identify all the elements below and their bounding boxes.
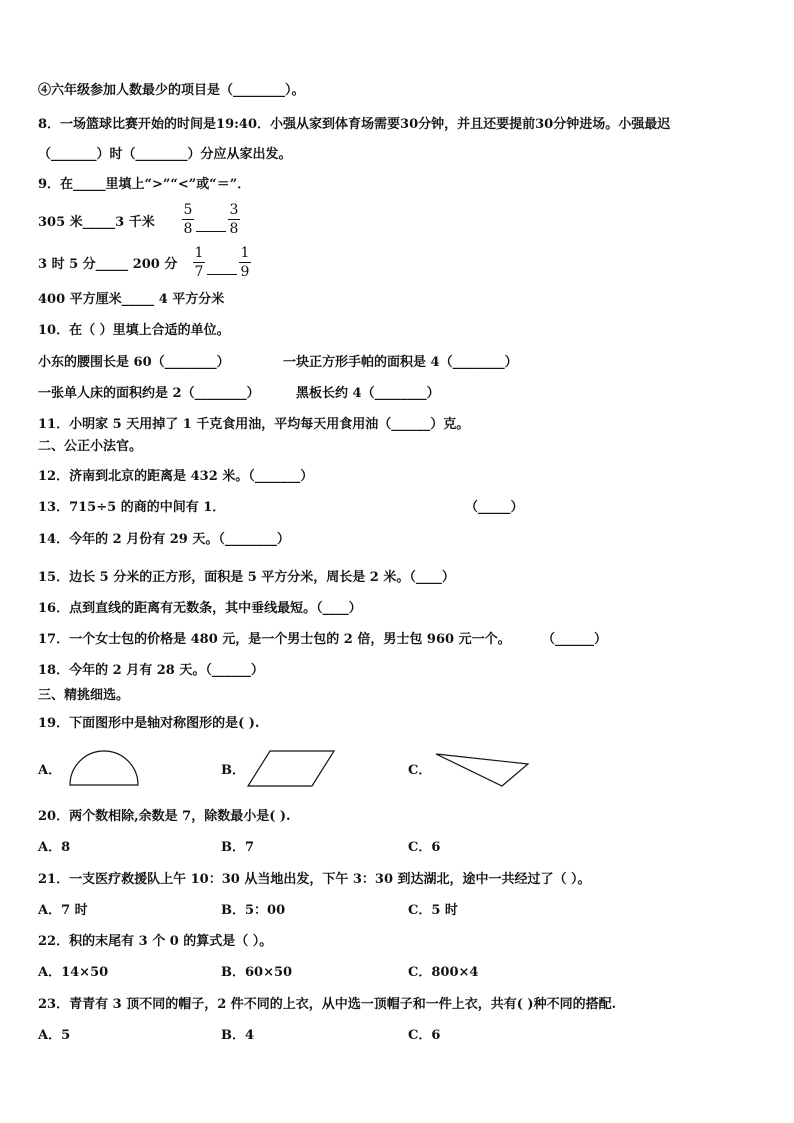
q23-text: 23．青青有 3 顶不同的帽子，2 件不同的上衣，从中选一顶帽子和一件上衣，共有( )种不同的搭配. [38, 997, 617, 1012]
section-3-title: 三、精挑细选。 [38, 688, 130, 703]
q22-text: 22．积的末尾有 3 个 0 的算式是（ ）。 [38, 934, 273, 949]
q11-text: 11．小明家 5 天用掉了 1 千克食用油，平均每天用食用油（______）克。 [38, 417, 470, 432]
semicircle-shape [68, 750, 142, 788]
q18-text: 18．今年的 2 月有 28 天。（______） [38, 663, 264, 678]
q10-c: 一张单人床的面积约是 2（________） [38, 386, 260, 401]
parallelogram-shape [246, 749, 338, 789]
triangle-shape [434, 750, 534, 790]
q9-text: 9．在_____里填上“>”“<”或“＝”． [38, 177, 251, 192]
q10-a: 小东的腰围长是 60（________） [38, 355, 230, 370]
fraction-compare-1 [182, 202, 262, 242]
q17-text: 17．一个女士包的价格是 480 元，是一个男士包的 2 倍，男士包 960 元一个。 [38, 632, 511, 647]
q8-blanks: （_______）时（________）分应从家出发。 [38, 147, 292, 162]
q19-option-b: B． [221, 763, 245, 778]
fraction-left: 5 8 [183, 202, 193, 237]
compare-blank [207, 273, 237, 275]
q15-text: 15．边长 5 分米的正方形，面积是 5 平方分米，周长是 2 米。（____） [38, 570, 455, 585]
q20-option-c: C．6 [408, 840, 441, 855]
q8-text: 8．一场篮球比赛开始的时间是19:40．小强从家到体育场需要30分钟，并且还要提前30分钟进场。小强最迟 [38, 117, 671, 132]
q22-option-a: A．14×50 [38, 965, 109, 980]
q13-blank: （_____） [465, 500, 524, 515]
q21-option-c: C．5 时 [408, 903, 458, 918]
section-2-title: 二、公正小法官。 [38, 439, 143, 454]
q20-text: 20．两个数相除,余数是 7，除数最小是( ). [38, 809, 291, 824]
q23-option-b: B．4 [221, 1028, 255, 1043]
q19-option-c: C． [408, 763, 432, 778]
fraction-right: 3 8 [229, 202, 239, 237]
q10-b: 一块正方形手帕的面积是 4（________） [283, 355, 518, 370]
q19-option-a: A． [38, 763, 62, 778]
q21-text: 21．一支医疗救援队上午 10：30 从当地出发，下午 3：30 到达湖北，途中一共经过了（ ）。 [38, 872, 591, 887]
q13-text: 13．715÷5 的商的中间有 1． [38, 500, 226, 515]
q7-4-text: ④六年级参加人数最少的项目是（________）。 [38, 83, 305, 98]
q22-option-c: C．800×4 [408, 965, 479, 980]
fraction-right: 1 9 [240, 245, 250, 280]
q20-option-a: A．8 [38, 840, 71, 855]
q14-text: 14．今年的 2 月份有 29 天。（________） [38, 532, 290, 547]
compare-blank [196, 230, 226, 232]
q12-text: 12．济南到北京的距离是 432 米。（_______） [38, 469, 314, 484]
q23-option-a: A．5 [38, 1028, 71, 1043]
q22-option-b: B．60×50 [221, 965, 293, 980]
q9-row3: 400 平方厘米_____ 4 平方分米 [38, 292, 225, 307]
q9-row2: 3 时 5 分_____ 200 分 [38, 257, 178, 272]
q17-blank: （______） [542, 632, 608, 647]
q10-d: 黑板长约 4（________） [296, 386, 440, 401]
q19-text: 19．下面图形中是轴对称图形的是( ). [38, 716, 260, 731]
q21-option-b: B．5：00 [221, 903, 286, 918]
q20-option-b: B．7 [221, 840, 255, 855]
q10-text: 10．在（ ）里填上合适的单位。 [38, 323, 230, 338]
q21-option-a: A．7 时 [38, 903, 88, 918]
q9-row1: 305 米_____3 千米 [38, 215, 155, 230]
q16-text: 16．点到直线的距离有无数条，其中垂线最短。（____） [38, 601, 362, 616]
fraction-left: 1 7 [194, 245, 204, 280]
fraction-compare-2 [193, 245, 273, 285]
q23-option-c: C．6 [408, 1028, 441, 1043]
